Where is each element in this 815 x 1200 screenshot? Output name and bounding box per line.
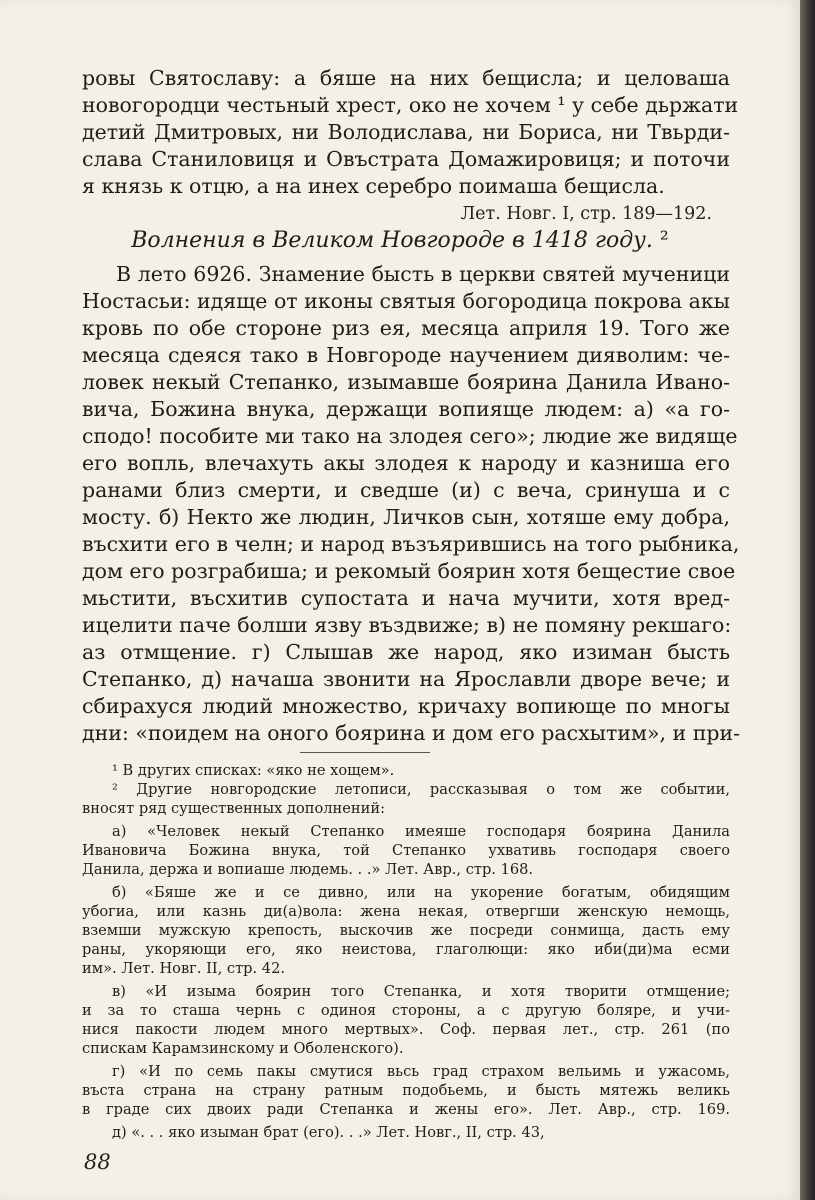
paragraph-line: въсхити его в челн; и народ възъярившись на того рыбника,	[82, 532, 740, 556]
text-line: слава Станиловиця и Овъстрата Домажировиця; и поточи	[82, 147, 730, 171]
footnote-line: спискам Карамзинскому и Оболенского).	[82, 1040, 404, 1057]
footnote-line: нися пакости людем много мертвых». Соф. первая лет., стр. 261 (по	[82, 1021, 730, 1038]
footnote-line: въста страна на страну ратным подобьемь, и бысть мятежь великь	[82, 1082, 730, 1099]
footnote-line: и за то сташа чернь с одиноя стороны, а с другую боляре, и учи-	[82, 1002, 730, 1019]
footnote-line: а) «Человек некый Степанко имеяше господаря боярина Данила	[112, 823, 730, 840]
footnote-line: в граде сих двоих ради Степанка и жены его». Лет. Авр., стр. 169.	[82, 1101, 730, 1118]
footnote-line: Данила, держа и вопиаше людемь. . .» Лет. Авр., стр. 168.	[82, 861, 534, 878]
paragraph-line: В лето 6926. Знамение бысть в церкви святей мученици	[116, 262, 730, 286]
text-line: новогородци честьный хрест, око не хочем ¹ у себе дьржати	[82, 93, 739, 117]
footnote-line: Ивановича Божина внука, той Степанко ухвативь господаря своего	[82, 842, 730, 859]
heading-text: Волнения в Великом Новгороде в 1418 году.	[131, 228, 653, 253]
book-spine-edge	[800, 0, 815, 1200]
paragraph-line: сбирахуся людий множество, кричаху вопиюще по многы	[82, 694, 730, 718]
footnote-line: в) «И изыма боярин того Степанка, и хотя творити отмщение;	[112, 983, 730, 1000]
footnote-line: д) «. . . яко изыман брат (его). . .» Лет. Новг., II, стр. 43,	[112, 1124, 545, 1141]
paragraph-line: дом его розграбиша; и рекомый боярин хотя бещестие свое	[82, 559, 736, 583]
paragraph-line: дни: «поидем на оного боярина и дом его расхытим», и при-	[82, 721, 741, 745]
section-heading	[0, 228, 800, 253]
footnote-line: ² Другие новгородские летописи, рассказывая о том же событии,	[112, 781, 730, 798]
paragraph-line: мосту. б) Некто же людин, Личков сын, хотяше ему добра,	[82, 505, 730, 529]
footnote-line: им». Лет. Новг. II, стр. 42.	[82, 960, 285, 977]
paragraph-line: кровь по обе стороне риз ея, месяца априля 19. Того же	[82, 316, 730, 340]
text-line: ровы Святославу: а бяше на них бещисла; и целоваша	[82, 66, 730, 90]
paragraph-line: вича, Божина внука, держащи вопияще людем: а) «а го-	[82, 397, 730, 421]
footnote-line: вносят ряд существенных дополнений:	[82, 800, 386, 817]
text-line: я князь к отцю, а на инех серебро поимаша бещисла.	[82, 174, 665, 198]
paragraph-line: ицелити паче болши язву въздвиже; в) не помяну рекшаго:	[82, 613, 732, 637]
footnote-divider	[300, 752, 430, 753]
footnote-line: раны, укоряющи его, яко неистова, глаголющи: яко иби(ди)ма есми	[82, 941, 730, 958]
footnote-line: г) «И по семь пакы смутися вьсь град страхом вельимь и ужасомь,	[112, 1063, 730, 1080]
footnote-line: убогиа, или казнь ди(а)вола: жена некая, отвергши женскую немощь,	[82, 903, 730, 920]
paragraph-line: Степанко, д) начаша звонити на Ярославли дворе вече; и	[82, 667, 730, 691]
paragraph-line: ловек некый Степанко, изымавше боярина Данила Ивано-	[82, 370, 730, 394]
page-number: 88	[84, 1150, 111, 1174]
footnote-ref: ²	[659, 228, 669, 253]
paragraph-line: ранами близ смерти, и сведше (и) с веча, сринуша и с	[82, 478, 730, 502]
footnote-line: ¹ В других списках: «яко не хощем».	[112, 762, 395, 779]
footnote-line: вземши мужскую крепость, выскочив же посреди сонмища, дасть ему	[82, 922, 730, 939]
paragraph-line: мьстити, въсхитив супостата и нача мучити, хотя вред-	[82, 586, 730, 610]
text-line: детий Дмитровых, ни Володислава, ни Бориса, ни Твьрди-	[82, 120, 730, 144]
paragraph-line: сподо! пособите ми тако на злодея сего»; людие же видяще	[82, 424, 738, 448]
paragraph-line: аз отмщение. г) Слышав же народ, яко изиман бысть	[82, 640, 730, 664]
paragraph-line: месяца сдеяся тако в Новгороде научением дияволим: че-	[82, 343, 730, 367]
source-citation: Лет. Новг. I, стр. 189—192.	[460, 204, 712, 224]
footnote-line: б) «Бяше же и се дивно, или на укорение богатым, обидящим	[112, 884, 730, 901]
paragraph-line: Ностасьи: идяще от иконы святыя богородица покрова акы	[82, 289, 730, 313]
paragraph-line: его вопль, влечахуть акы злодея к народу и казниша его	[82, 451, 730, 475]
